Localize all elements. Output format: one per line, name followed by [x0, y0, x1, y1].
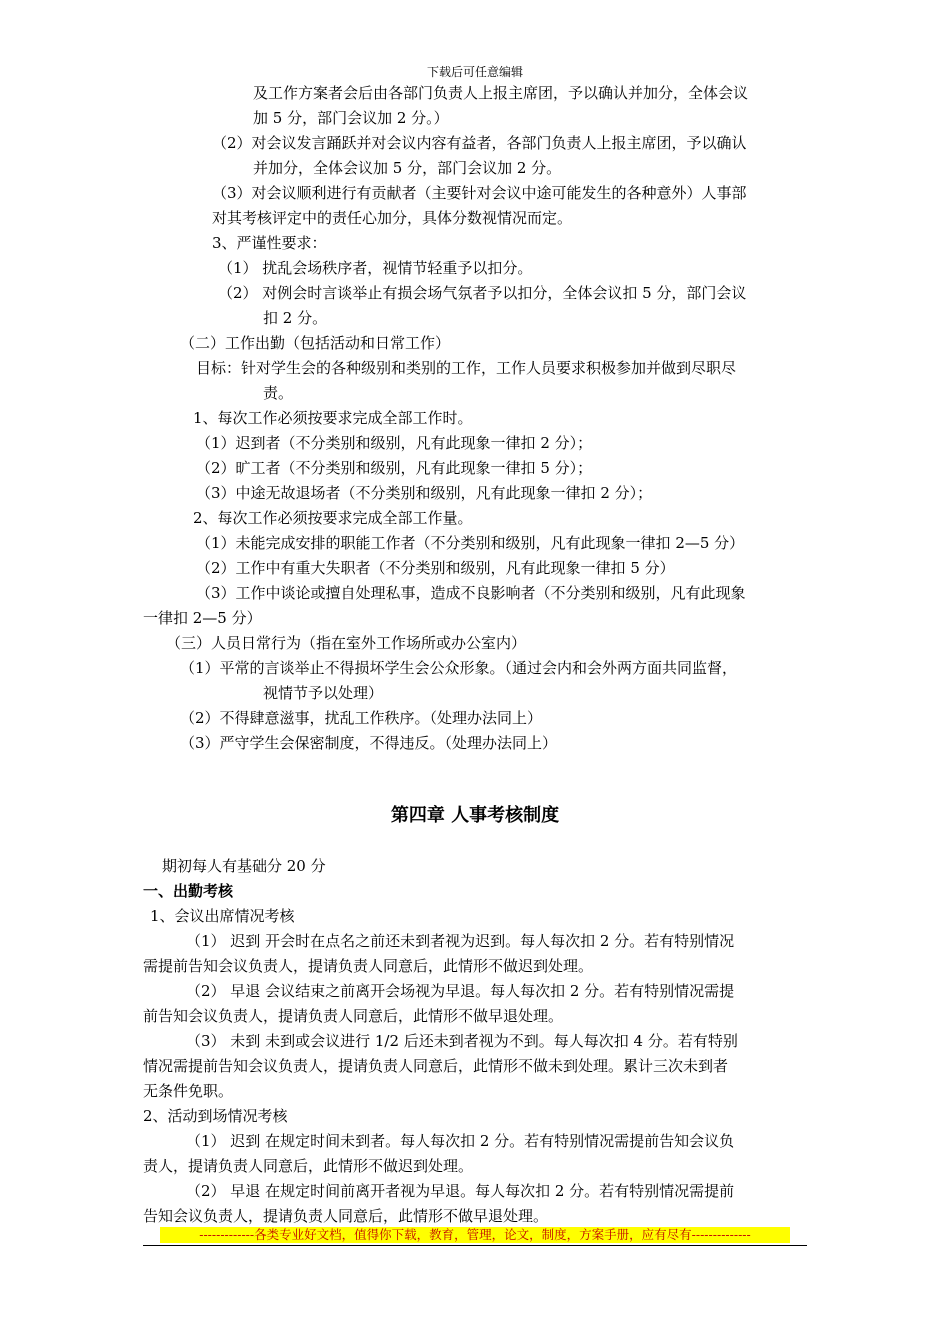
- text-line: 期初每人有基础分 20 分: [162, 857, 326, 875]
- text-line: （3）严守学生会保密制度，不得违反。（处理办法同上）: [180, 734, 558, 752]
- text-line: 责人，提请负责人同意后，此情形不做迟到处理。: [143, 1157, 474, 1175]
- text-line: 并加分，全体会议加 5 分，部门会议加 2 分。: [253, 159, 562, 177]
- text-line: 1、每次工作必须按要求完成全部工作时。: [193, 409, 473, 427]
- text-line: 情况需提前告知会议负责人，提请负责人同意后，此情形不做未到处理。累计三次未到者: [143, 1057, 729, 1075]
- text-line: （1） 迟到 在规定时间未到者。每人每次扣 2 分。若有特别情况需提前告知会议负: [186, 1132, 735, 1150]
- text-line: 扣 2 分。: [263, 309, 328, 327]
- text-line: （3）中途无故退场者（不分类别和级别，凡有此现象一律扣 2 分）；: [196, 484, 653, 502]
- text-line: （3）工作中谈论或擅自处理私事，造成不良影响者（不分类别和级别，凡有此现象: [196, 584, 746, 602]
- text-line: （2） 早退 在规定时间前离开者视为早退。每人每次扣 2 分。若有特别情况需提前: [186, 1182, 735, 1200]
- text-line: 2、每次工作必须按要求完成全部工作量。: [193, 509, 473, 527]
- text-line: 视情节予以处理）: [263, 684, 384, 702]
- text-line: 对其考核评定中的责任心加分，具体分数视情况而定。: [212, 209, 573, 227]
- text-line: 1、会议出席情况考核: [150, 907, 295, 925]
- text-line: 2、活动到场情况考核: [143, 1107, 288, 1125]
- text-line: （2）不得肆意滋事，扰乱工作秩序。（处理办法同上）: [180, 709, 543, 727]
- footer-banner: -------------各类专业好文档，值得你下载，教育，管理，论文，制度，方案手册，应有尽有--------------: [160, 1227, 790, 1243]
- text-line: （1）迟到者（不分类别和级别，凡有此现象一律扣 2 分）；: [196, 434, 593, 452]
- text-line: 及工作方案者会后由各部门负责人上报主席团，予以确认并加分，全体会议: [253, 84, 749, 102]
- text-line: 无条件免职。: [143, 1082, 234, 1100]
- page-header: 下载后可任意编辑: [426, 65, 523, 79]
- section-heading: （三）人员日常行为（指在室外工作场所或办公室内）: [166, 634, 527, 652]
- text-line: （1） 扰乱会场秩序者，视情节轻重予以扣分。: [218, 259, 533, 277]
- text-line: 前告知会议负责人，提请负责人同意后，此情形不做早退处理。: [143, 1007, 564, 1025]
- text-line: 3、严谨性要求：: [212, 234, 327, 252]
- text-line: （3） 未到 未到或会议进行 1/2 后还未到者视为不到。每人每次扣 4 分。若有特别: [186, 1032, 738, 1050]
- text-line: 一律扣 2—5 分）: [143, 609, 262, 627]
- text-line: （2） 对例会时言谈举止有损会场气氛者予以扣分，全体会议扣 5 分，部门会议: [218, 284, 747, 302]
- text-line: 目标：针对学生会的各种级别和类别的工作，工作人员要求积极参加并做到尽职尽: [196, 359, 737, 377]
- chapter-title: 第四章 人事考核制度: [390, 805, 560, 826]
- text-line: （1） 迟到 开会时在点名之前还未到者视为迟到。每人每次扣 2 分。若有特别情况: [186, 932, 735, 950]
- section-heading: （二）工作出勤（包括活动和日常工作）: [180, 334, 451, 352]
- footer-divider: [143, 1245, 807, 1246]
- text-line: （1）未能完成安排的职能工作者（不分类别和级别，凡有此现象一律扣 2—5 分）: [196, 534, 745, 552]
- text-line: （2）对会议发言踊跃并对会议内容有益者，各部门负责人上报主席团，予以确认: [212, 134, 747, 152]
- text-line: 需提前告知会议负责人，提请负责人同意后，此情形不做迟到处理。: [143, 957, 594, 975]
- text-line: （2） 早退 会议结束之前离开会场视为早退。每人每次扣 2 分。若有特别情况需提: [186, 982, 735, 1000]
- text-line: （2）旷工者（不分类别和级别，凡有此现象一律扣 5 分）；: [196, 459, 593, 477]
- text-line: （2）工作中有重大失职者（不分类别和级别，凡有此现象一律扣 5 分）: [196, 559, 675, 577]
- text-line: 告知会议负责人，提请负责人同意后，此情形不做早退处理。: [143, 1207, 549, 1225]
- text-line: 加 5 分，部门会议加 2 分。）: [253, 109, 449, 127]
- text-line: 责。: [263, 384, 294, 402]
- text-line: （3）对会议顺利进行有贡献者（主要针对会议中途可能发生的各种意外）人事部: [212, 184, 747, 202]
- section-heading: 一、出勤考核: [143, 882, 234, 900]
- text-line: （1）平常的言谈举止不得损坏学生会公众形象。（通过会内和会外两方面共同监督，: [180, 659, 738, 677]
